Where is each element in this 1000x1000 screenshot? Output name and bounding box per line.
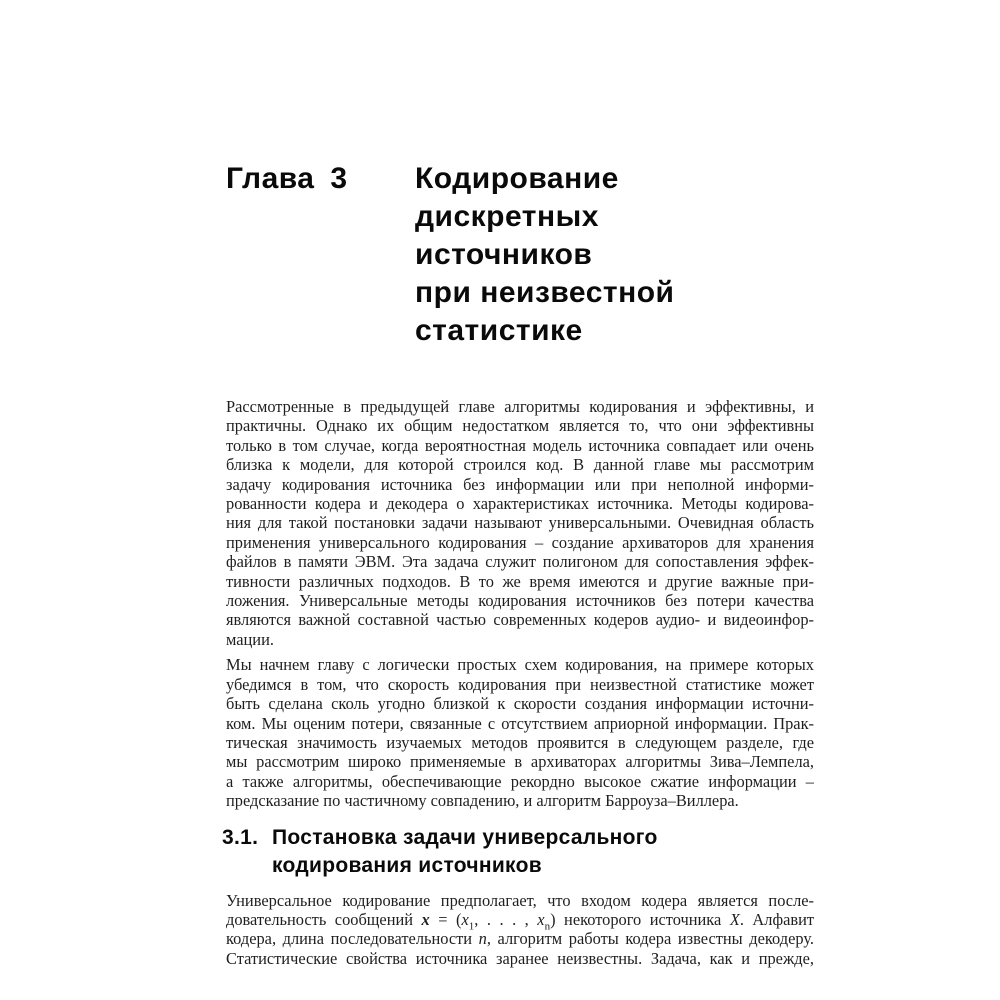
section-heading [222,824,814,880]
text-line: довательность сообщений $x = (x_1$, . . . , $x_n$) некоторого источника X. Алфавит [226,909,815,933]
body-text [222,397,815,968]
text-line: быть сделана сколь угодно близкой к скорости создания информации источни- [226,694,814,714]
text-line: файлов в памяти ЭВМ. Эта задача служит полигоном для сопоставления эффек- [226,552,814,572]
text-line: Мы начнем главу с логически простых схем кодирования, на примере которых [226,655,814,675]
text-line: близка к модели, для которой строился код. В данной главе мы рассмотрим [226,455,814,475]
section-number: 3.1. [222,825,259,849]
section-title [272,824,658,880]
heading-line: дискретных [415,200,599,233]
text-line: ния для такой постановки задачи называют универсальными. Очевидная область [226,513,814,533]
text-line: рованности кодера и декодера о характеристиках источника. Методы кодирова- [226,494,814,514]
text-line: Универсальное кодирование предполагает, что входом кодера является после- [226,890,814,910]
text-line: ком. Мы оценим потери, связанные с отсутствием априорной информации. Прак- [226,713,814,733]
heading-line: Кодирование [415,162,619,195]
text-line: убедимся в том, что скорость кодирования при неизвестной статистике может [226,674,814,694]
text-line: тивности различных подходов. В то же время имеются и другие важные при- [226,571,814,591]
text-line: Рассмотренные в предыдущей главе алгоритмы кодирования и эффективны, и [226,397,814,416]
heading-line: источников [415,238,593,271]
paragraph-intro-2 [226,655,814,810]
chapter-title [415,160,674,350]
chapter-label: Глава 3 [226,162,348,195]
text-line: только в том случае, когда вероятностная модель источника совпадает или очень [226,435,814,455]
heading-line: статистике [415,314,583,347]
text-line: мы рассмотрим широко применяемые в архиваторах алгоритмы Зива–Лемпела, [226,752,814,772]
chapter-heading [226,160,814,350]
heading-line: кодирования источников [272,853,542,877]
text-line: а также алгоритмы, обеспечивающие рекордно высокое сжатие информации – [226,771,814,791]
text-column [222,160,815,974]
text-line: ложения. Универсальные методы кодирования источников без потери качества [226,591,814,611]
text-line: кодера, длина последовательности n, алгоритм работы кодера известны декодеру. [226,929,814,949]
heading-line: при неизвестной [415,276,675,309]
text-line: Статистические свойства источника заранее неизвестны. Задача, как и прежде, [226,948,814,968]
text-line: предсказание по частичному совпадению, и алгоритм Барроуза–Виллера. [226,791,739,811]
text-line: задачу кодирования источника без информации или при неполной информи- [226,474,814,494]
heading-line: Постановка задачи универсального [272,825,658,849]
text-line: применения универсального кодирования – создание архиваторов для хранения [226,532,814,552]
paragraph-intro-1 [226,397,814,649]
text-line: являются важной составной частью современных кодеров аудио- и видеоинфор- [226,610,814,630]
paragraph-section-body [226,891,814,969]
text-line: мации. [226,629,274,649]
text-line: тическая значимость изучаемых методов проявится в следующем разделе, где [226,732,814,752]
text-line: практичны. Однако их общим недостатком является то, что они эффективны [226,416,814,436]
